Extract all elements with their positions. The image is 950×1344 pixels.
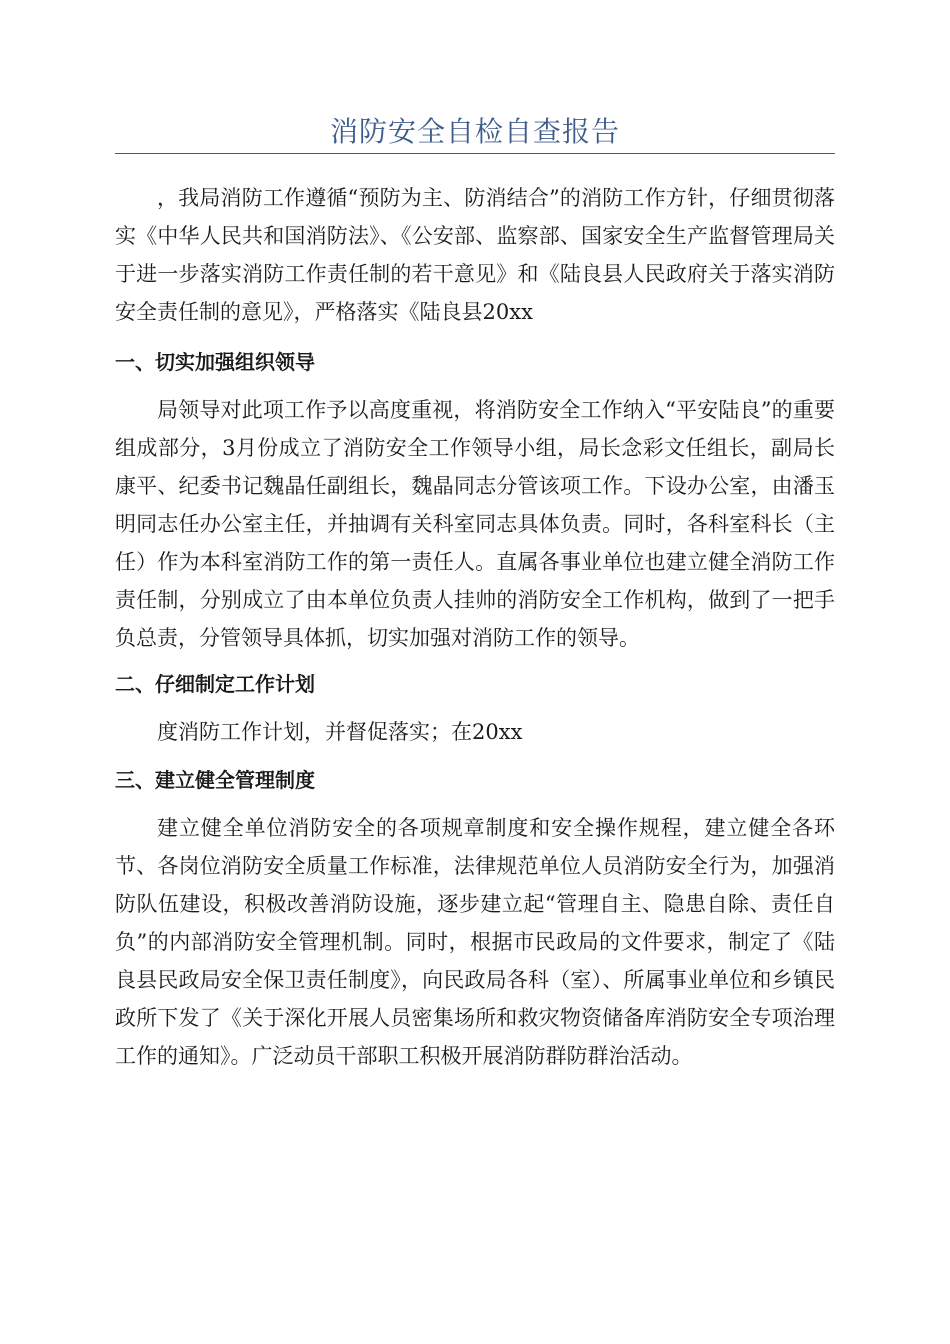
section-heading-1: 一、切实加强组织领导: [115, 350, 315, 374]
document-title: 消防安全自检自查报告: [329, 115, 620, 148]
section-1-paragraph: 局领导对此项工作予以高度重视，将消防安全工作纳入“平安陆良”的重要组成部分，3月份成立了消防安全工作领导小组，局长念彩文任组长，副局长康平、纪委书记魏晶任副组长，魏晶同志分管该项工作。下设办公室，由潘玉明同志任办公室主任，并抽调有关科室同志具体负责。同时，各科室科长（主任）作为本科室消防工作的第一责任人。直属各事业单位也建立健全消防工作责任制，分别成立了由本单位负责人挂帅的消防安全工作机构，做到了一把手负总责，分管领导具体抓，切实加强对消防工作的领导。: [115, 398, 835, 650]
section-heading-3: 三、建立健全管理制度: [115, 768, 315, 792]
section-3-paragraph: 建立健全单位消防安全的各项规章制度和安全操作规程，建立健全各环节、各岗位消防安全质量工作标准，法律规范单位人员消防安全行为，加强消防队伍建设，积极改善消防设施，逐步建立起“管理自主、隐患自除、责任自负”的内部消防安全管理机制。同时，根据市民政局的文件要求，制定了《陆良县民政局安全保卫责任制度》，向民政局各科（室）、所属事业单位和乡镇民政所下发了《关于深化开展人员密集场所和救灾物资储备库消防安全专项治理工作的通知》。广泛动员干部职工积极开展消防群防群治活动。: [115, 816, 835, 1068]
section-heading-2: 二、仔细制定工作计划: [115, 672, 315, 696]
document-body: [115, 179, 835, 1085]
section-2-paragraph: 度消防工作计划，并督促落实；在20xx: [157, 720, 523, 744]
title-underline: [115, 153, 835, 154]
intro-paragraph: ，我局消防工作遵循“预防为主、防消结合”的消防工作方针，仔细贯彻落实《中华人民共和国消防法》、《公安部、监察部、国家安全生产监督管理局关于进一步落实消防工作责任制的若干意见》和《陆良县人民政府关于落实消防安全责任制的意见》，严格落实《陆良县20xx: [115, 186, 835, 324]
